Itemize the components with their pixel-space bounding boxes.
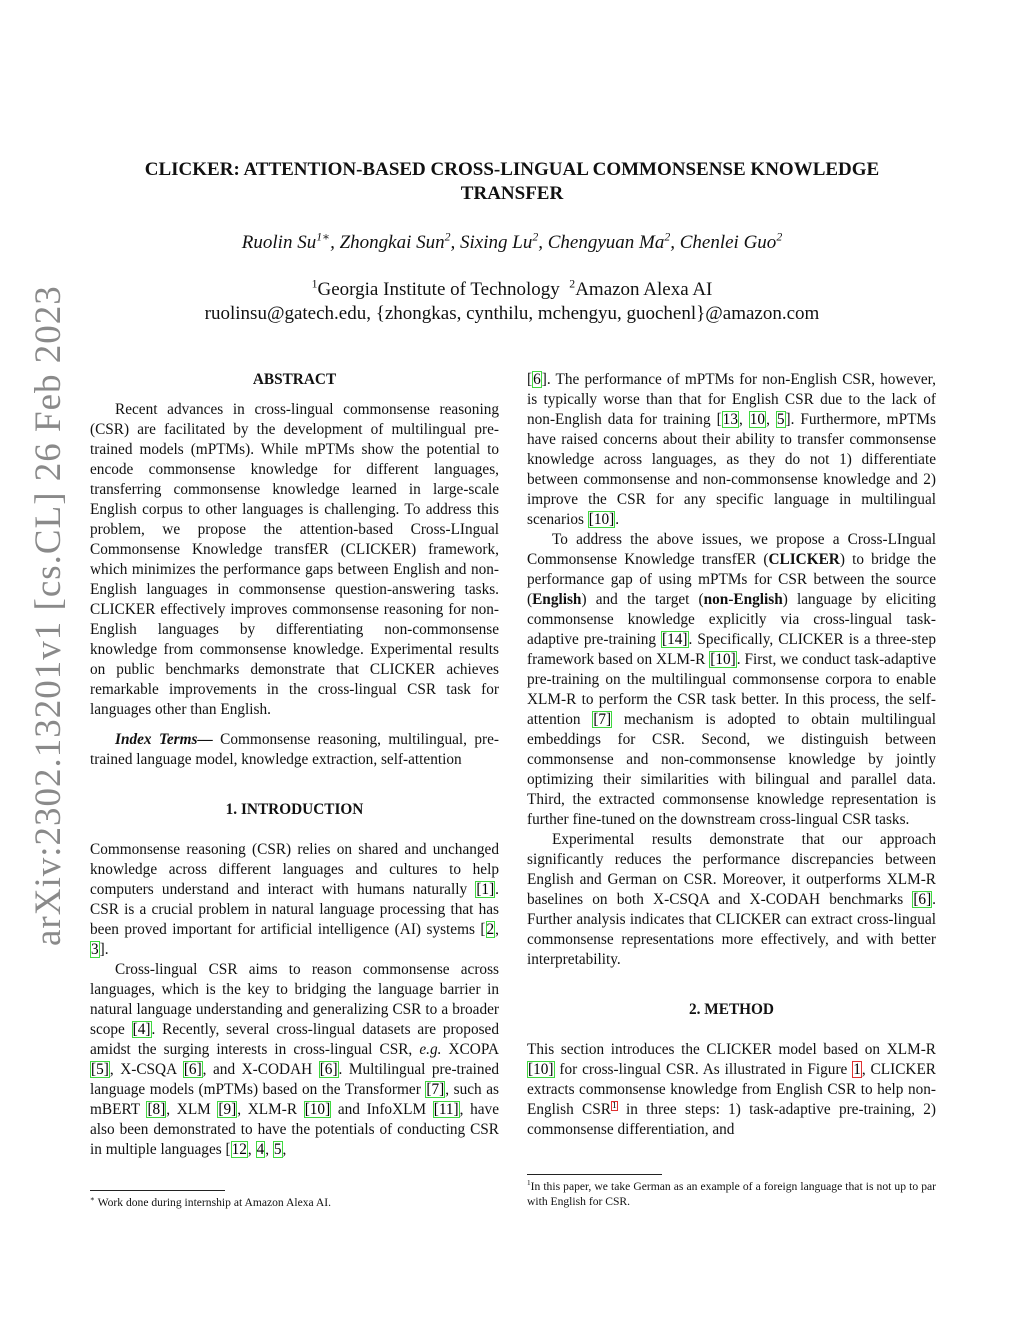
- citation-link[interactable]: [7]: [426, 1081, 445, 1098]
- text-run: This section introduces the CLICKER model based on XLM-R: [527, 1041, 936, 1058]
- citation-link[interactable]: [10]: [588, 511, 615, 528]
- text-run: .: [615, 511, 620, 528]
- citation-link[interactable]: 13: [722, 411, 738, 428]
- text-run: XCOPA: [441, 1041, 499, 1058]
- citation-link[interactable]: [6]: [183, 1061, 202, 1078]
- left-column: [90, 370, 499, 1160]
- text-run: ,: [766, 411, 776, 428]
- citation-link[interactable]: [8]: [147, 1101, 166, 1118]
- author-sup: 2: [532, 230, 539, 244]
- author-sup: 1∗: [316, 230, 331, 244]
- text-run: , and X-CODAH: [202, 1061, 319, 1078]
- text-run: in three steps: 1) task-adaptive pre-training, 2) commonsense differentiation, and: [527, 1101, 936, 1138]
- text-run: for cross-lingual CSR. As illustrated in Figure: [554, 1061, 853, 1078]
- footnote-text: Work done during internship at Amazon Alexa AI.: [94, 1196, 332, 1209]
- text-run: English: [532, 591, 582, 608]
- author-sup: 2: [444, 230, 451, 244]
- author-name: Sixing Lu: [460, 232, 533, 253]
- text-run: . Recently, several cross-lingual datasets are proposed amidst the surging interests in cross-lingual CSR,: [90, 1021, 499, 1058]
- text-run: . First, we conduct task-adaptive pre-training on the multilingual commonsense corpora to enable XLM-R to perform the CSR task better. In this process, the self-attention: [527, 651, 936, 728]
- text-run: ,: [495, 921, 499, 938]
- author-name: Chengyuan Ma: [547, 232, 665, 253]
- text-run: , such as mBERT: [90, 1081, 499, 1118]
- text-run: ) language by eliciting commonsense knowledge explicitly via cross-lingual task-adaptive pre-training: [527, 591, 936, 648]
- text-run: , have also been demonstrated to have the potentials of conducting CSR in multiple languages [: [90, 1101, 499, 1158]
- citation-link[interactable]: 10: [749, 411, 766, 428]
- affil-sup: 2: [569, 277, 576, 291]
- intro-paragraph-5: [527, 830, 936, 970]
- introduction-heading: 1. INTRODUCTION: [225, 801, 364, 818]
- text-run: Cross-lingual CSR aims to reason commonsense across languages, which is the key to bridging the language barrier in natural language understanding and generalizing CSR to a broader scope: [90, 961, 499, 1038]
- citation-link[interactable]: [10]: [528, 1061, 554, 1078]
- institution-1: Georgia Institute of Technology: [317, 279, 560, 300]
- text-run: ,: [265, 1141, 273, 1158]
- abstract-heading: ABSTRACT: [252, 371, 337, 388]
- text-run: CLICKER: [768, 551, 840, 568]
- citation-link[interactable]: [10]: [304, 1101, 331, 1118]
- intro-paragraph-4: [527, 530, 936, 830]
- footnote-left: [90, 1195, 499, 1210]
- citation-link[interactable]: 3: [91, 941, 99, 958]
- right-column: [527, 370, 936, 1140]
- text-run: , X-CSQA: [109, 1061, 183, 1078]
- citation-link[interactable]: 4: [256, 1141, 265, 1158]
- footnote-mark: ∗: [90, 1195, 95, 1204]
- title-line-2: TRANSFER: [460, 183, 564, 204]
- text-run: , XLM: [166, 1101, 218, 1118]
- citation-link[interactable]: [1]: [476, 881, 495, 898]
- citation-link[interactable]: 6: [533, 371, 541, 388]
- footnote-mark: 1: [527, 1179, 531, 1188]
- text-run: ,: [247, 1141, 256, 1158]
- email-list: ruolinsu@gatech.edu, {zhongkas, cynthilu, mchengyu, guochenl}@amazon.com: [204, 303, 820, 324]
- text-run: . Specifically, CLICKER is a three-step framework based on XLM-R: [527, 631, 936, 668]
- citation-link[interactable]: [14]: [662, 631, 688, 648]
- footnote-rule: [90, 1190, 225, 1191]
- intro-paragraph-3: [6]. The performance of mPTMs for non-English CSR, however, is typically worse than that for English CSR due to the lack of non-English data for training [13, 10, 5]. Furthermore, mPTMs have raised concerns about their ability to transfer commonsense knowledge across languages, as they do not 1) differentiate between commonsense and non-commonsense knowledge and 2) improve the CSR for any specific language in multilingual scenarios [10].: [527, 371, 936, 528]
- text-run: Commonsense reasoning (CSR) relies on shared and unchanged knowledge across different languages and cultures to help computers understand and interact with humans naturally: [90, 841, 499, 898]
- text-run: To address the above issues, we propose a Cross-LIngual Commonsense Knowledge transfER (: [527, 531, 936, 568]
- text-run: ,: [738, 411, 749, 428]
- citation-link[interactable]: 12: [231, 1141, 247, 1158]
- citation-link[interactable]: [10]: [710, 651, 736, 668]
- citation-link[interactable]: [5]: [91, 1061, 109, 1078]
- author-name: Ruolin Su: [241, 232, 317, 253]
- text-run: . CSR is a crucial problem in natural language processing that has been proved important for artificial intelligence (AI) systems [: [90, 881, 499, 938]
- author-sup: 2: [776, 230, 783, 244]
- citation-link[interactable]: 2: [486, 921, 495, 938]
- method-paragraph-1: [527, 1040, 936, 1140]
- title-line-1: CLICKER: ATTENTION-BASED CROSS-LINGUAL COMMONSENSE KNOWLEDGE: [144, 159, 880, 180]
- figure-reference-link[interactable]: 1: [853, 1061, 861, 1078]
- text-run: , CLICKER extracts commonsense knowledge from English CSR to help non-English CSR: [527, 1061, 936, 1118]
- citation-link[interactable]: [6]: [319, 1061, 338, 1078]
- footnote-rule: [527, 1174, 662, 1175]
- text-run: ].: [99, 941, 109, 958]
- citation-link[interactable]: [4]: [132, 1021, 151, 1038]
- footnote-text: In this paper, we take German as an example of a foreign language that is not up to par with English for CSR.: [527, 1180, 936, 1208]
- citation-link[interactable]: 5: [273, 1141, 282, 1158]
- text-run: non-English: [703, 591, 783, 608]
- affil-sup: 1: [311, 277, 318, 291]
- arxiv-identifier: arXiv:2302.13201v1 [cs.CL] 26 Feb 2023: [28, 285, 69, 946]
- intro-paragraph-1: [90, 840, 499, 960]
- text-run: ) and the target (: [581, 591, 704, 608]
- citation-link[interactable]: [11]: [433, 1101, 459, 1118]
- institutions: [100, 278, 924, 302]
- text-run: Experimental results demonstrate that our approach significantly reduces the performance discrepancies between English and German on CSR. Moreover, it outperforms XLM-R baselines on both X-CSQA and X-CODAH benchmarks: [527, 831, 936, 908]
- footnote-reference-link[interactable]: 1: [611, 1100, 617, 1111]
- citation-link[interactable]: [6]: [913, 891, 932, 908]
- author-name: Zhongkai Sun: [339, 232, 445, 253]
- affiliations: [100, 278, 924, 326]
- text-run: e.g.: [419, 1041, 442, 1058]
- text-run: mechanism is adopted to obtain multilingual embeddings for CSR. Second, we distinguish between commonsense and non-commonsense knowledge by jointly optimizing their similarities with bilingual and parallel data. Third, the extracted commonsense knowledge representation is further fine-tuned on the downstream cross-lingual CSR tasks.: [527, 711, 936, 828]
- citation-link[interactable]: 5: [776, 411, 785, 428]
- institution-2: Amazon Alexa AI: [575, 279, 713, 300]
- index-terms-label: Index Terms—: [115, 731, 213, 748]
- text-run: and InfoXLM: [331, 1101, 433, 1118]
- index-terms: [90, 730, 499, 770]
- abstract-text: Recent advances in cross-lingual commonsense reasoning (CSR) are facilitated by the development of multilingual pre-trained models (mPTMs). While mPTMs show the potential to encode commonsense knowledge for different languages, transferring commonsense knowledge learned in large-scale English corpus to other languages is challenging. To address this problem, we propose the attention-based Cross-LIngual Commonsense Knowledge transfER (CLICKER) framework, which minimizes the performance gaps between English and non-English languages in commonsense question-answering tasks. CLICKER effectively improves commonsense reasoning for non-English languages by differentiating non-commonsense knowledge from commonsense knowledge. Experimental results on public benchmarks demonstrate that CLICKER achieves remarkable improvements in the cross-lingual CSR task for languages other than English.: [90, 401, 499, 718]
- author-sup: 2: [664, 230, 671, 244]
- intro-paragraph-2: [90, 960, 499, 1160]
- author-list: Ruolin $Su^{1∗}$, Zhongkai Sun$^2$, Sixing Lu$^2$, Chengyuan Ma$^2$, Chenlei Guo$^2$: [241, 230, 783, 253]
- text-run: ,: [282, 1141, 287, 1158]
- text-run: ]. The performance of mPTMs for non-English CSR, however, is typically worse than that for English CSR due to the lack of non-English data for training [: [527, 371, 936, 428]
- text-run: , XLM-R: [237, 1101, 304, 1118]
- citation-link[interactable]: [7]: [593, 711, 612, 728]
- text-run: ) to bridge the performance gap of using mPTMs for CSR between the source (: [527, 551, 936, 608]
- paper-title: [100, 158, 924, 206]
- text-run: . Multilingual pre-trained language models (mPTMs) based on the Transformer: [90, 1061, 500, 1098]
- method-heading: 2. METHOD: [689, 1001, 774, 1018]
- text-run: . Further analysis indicates that CLICKER can extract cross-lingual commonsense representations more effectively, and with better interpretability.: [527, 891, 936, 968]
- citation-link[interactable]: [9]: [218, 1101, 237, 1118]
- author-name: Chenlei Guo: [679, 232, 777, 253]
- footnote-right: [527, 1179, 936, 1209]
- index-terms-text: Commonsense reasoning, multilingual, pre-trained language model, knowledge extraction, self-attention: [90, 731, 499, 768]
- text-run: ]. Furthermore, mPTMs have raised concerns about their ability to transfer commonsense knowledge across languages, as they do not 1) differentiate between commonsense and non-commonsense knowledge and 2) improve the CSR for any specific language in multilingual scenarios: [527, 411, 936, 528]
